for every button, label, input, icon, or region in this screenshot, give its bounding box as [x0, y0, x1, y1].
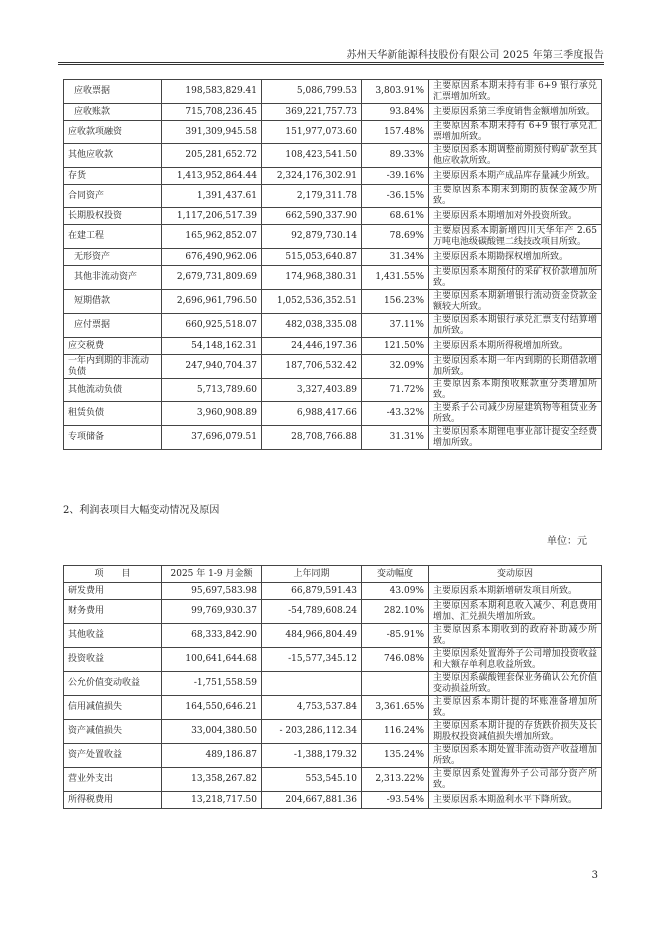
row-current-amount: 13,358,267.82 [162, 768, 262, 792]
table-row [64, 338, 602, 355]
table-row [64, 600, 602, 624]
row-item-name: 在建工程 [64, 225, 162, 249]
row-previous-amount: 369,221,757.73 [262, 104, 362, 121]
row-current-amount: 37,696,079.51 [162, 426, 262, 450]
row-previous-amount: 174,968,380.31 [262, 266, 362, 290]
row-change-rate: 1,431.55% [362, 266, 429, 290]
row-current-amount: 100,641,644.68 [162, 648, 262, 672]
row-change-reason: 主要原因系本期新增四川天华年产 2.65 万吨电池级碳酸锂二线技改项目所致。 [429, 225, 602, 249]
row-change-reason: 主要原因系本期预收账款重分类增加所致。 [429, 379, 602, 402]
row-change-reason: 主要原因系本期末持有非 6+9 银行承兑汇票增加所致。 [429, 80, 602, 104]
row-previous-amount: 28,708,766.88 [262, 426, 362, 450]
row-change-rate [362, 672, 429, 696]
report-header-title: 苏州天华新能源科技股份有限公司 2025 年第三季度报告 [346, 50, 604, 61]
row-current-amount: 676,490,962.06 [162, 249, 262, 266]
row-item-name: 应收账款 [64, 104, 162, 121]
row-item-name: 专项储备 [64, 426, 162, 450]
row-previous-amount: 1,052,536,352.51 [262, 290, 362, 314]
table-row [64, 768, 602, 792]
row-previous-amount: 484,966,804.49 [262, 624, 362, 648]
row-change-rate: 71.72% [362, 379, 429, 402]
row-change-reason: 主要原因系本期锂电事业部计提安全经费增加所致。 [429, 426, 602, 450]
income-statement-change-table [63, 565, 602, 809]
row-previous-amount: 66,879,591.43 [262, 583, 362, 600]
table-row [64, 249, 602, 266]
row-change-rate: 3,361.65% [362, 696, 429, 720]
row-change-rate: 3,803.91% [362, 80, 429, 104]
row-change-rate: 157.48% [362, 121, 429, 144]
unit-label: 单位：元 [547, 536, 587, 547]
row-change-reason: 主要原因系本期盈利水平下降所致。 [429, 792, 602, 809]
balance-sheet-change-table [63, 79, 602, 450]
table-row [64, 624, 602, 648]
row-change-reason: 主要原因系本期末持有 6+9 银行承兑汇票增加所致。 [429, 121, 602, 144]
table-row [64, 672, 602, 696]
row-previous-amount: -15,577,345.12 [262, 648, 362, 672]
row-item-name: 研发费用 [64, 583, 162, 600]
row-change-rate: 31.34% [362, 249, 429, 266]
row-previous-amount: 187,706,532.42 [262, 355, 362, 379]
row-item-name: 资产减值损失 [64, 720, 162, 744]
header-item: 项 目 [64, 566, 162, 583]
row-previous-amount: 204,667,881.36 [262, 792, 362, 809]
row-change-rate: -93.54% [362, 792, 429, 809]
row-change-reason: 主要原因系本期处置非流动资产收益增加所致。 [429, 744, 602, 768]
row-change-reason: 主要系子公司减少房屋建筑物等租赁业务所致。 [429, 402, 602, 426]
row-current-amount: 1,391,437.61 [162, 185, 262, 208]
row-change-rate: 156.23% [362, 290, 429, 314]
row-current-amount: 1,117,206,517.39 [162, 208, 262, 225]
row-change-reason: 主要原因系第三季度销售金额增加所致。 [429, 104, 602, 121]
row-change-rate: 282.10% [362, 600, 429, 624]
row-change-rate: 89.33% [362, 144, 429, 168]
row-current-amount: 3,960,908.89 [162, 402, 262, 426]
row-item-name: 资产处置收益 [64, 744, 162, 768]
row-change-reason: 主要原因系本期新增银行流动资金贷款金额较大所致。 [429, 290, 602, 314]
row-current-amount: 198,583,829.41 [162, 80, 262, 104]
row-change-reason: 主要原因系本期调整前期预付购矿款至其他应收款所致。 [429, 144, 602, 168]
row-change-rate: 37.11% [362, 314, 429, 338]
header-divider [58, 62, 604, 65]
table-row [64, 696, 602, 720]
table-row [64, 314, 602, 338]
row-current-amount: 95,697,583.98 [162, 583, 262, 600]
row-item-name: 租赁负债 [64, 402, 162, 426]
row-change-rate: 43.09% [362, 583, 429, 600]
row-previous-amount: 108,423,541.50 [262, 144, 362, 168]
table-header-row [64, 566, 602, 583]
row-change-reason: 主要原因系本期银行承兑汇票支付结算增加所致。 [429, 314, 602, 338]
row-change-rate: 121.50% [362, 338, 429, 355]
table-row [64, 379, 602, 402]
row-item-name: 信用减值损失 [64, 696, 162, 720]
row-previous-amount: 4,753,537.84 [262, 696, 362, 720]
row-change-rate: -39.16% [362, 168, 429, 185]
row-current-amount: 489,186.87 [162, 744, 262, 768]
row-previous-amount: 5,086,799.53 [262, 80, 362, 104]
table-row [64, 168, 602, 185]
row-change-rate: 746.08% [362, 648, 429, 672]
row-previous-amount: 6,988,417.66 [262, 402, 362, 426]
row-current-amount: 68,333,842.90 [162, 624, 262, 648]
row-change-reason: 主要原因系处置海外子公司增加投资收益和大额存单利息收益所致。 [429, 648, 602, 672]
row-item-name: 一年内到期的非流动负债 [64, 355, 162, 379]
row-previous-amount: 482,038,335.08 [262, 314, 362, 338]
row-current-amount: 33,004,380.50 [162, 720, 262, 744]
row-previous-amount: 92,879,730.14 [262, 225, 362, 249]
header-change-rate: 变动幅度 [362, 566, 429, 583]
row-item-name: 其他应收款 [64, 144, 162, 168]
row-item-name: 应收款项融资 [64, 121, 162, 144]
row-current-amount: 164,550,646.21 [162, 696, 262, 720]
table-row [64, 744, 602, 768]
table-row [64, 121, 602, 144]
row-change-rate: 116.24% [362, 720, 429, 744]
row-change-rate: 31.31% [362, 426, 429, 450]
row-change-reason: 主要原因系本期预付的采矿权价款增加所致。 [429, 266, 602, 290]
table-row [64, 266, 602, 290]
row-item-name: 短期借款 [64, 290, 162, 314]
table-row [64, 355, 602, 379]
row-item-name: 应收票据 [64, 80, 162, 104]
row-change-rate: 32.09% [362, 355, 429, 379]
row-item-name: 财务费用 [64, 600, 162, 624]
row-change-reason: 主要原因系碳酸锂套保业务确认公允价值变动损益所致。 [429, 672, 602, 696]
table-row [64, 583, 602, 600]
table-row [64, 402, 602, 426]
table-row [64, 720, 602, 744]
row-previous-amount: 3,327,403.89 [262, 379, 362, 402]
row-item-name: 其他流动负债 [64, 379, 162, 402]
row-current-amount: 205,281,652.72 [162, 144, 262, 168]
row-current-amount: 99,769,930.37 [162, 600, 262, 624]
row-change-rate: 93.84% [362, 104, 429, 121]
row-change-rate: 2,313.22% [362, 768, 429, 792]
row-item-name: 所得税费用 [64, 792, 162, 809]
row-previous-amount: 553,545.10 [262, 768, 362, 792]
row-item-name: 投资收益 [64, 648, 162, 672]
row-current-amount: 2,679,731,809.69 [162, 266, 262, 290]
row-change-reason: 主要原因系本期增加对外投资所致。 [429, 208, 602, 225]
row-change-reason: 主要原因系处置海外子公司部分资产所致。 [429, 768, 602, 792]
row-current-amount: 13,218,717.50 [162, 792, 262, 809]
row-change-rate: -43.32% [362, 402, 429, 426]
row-item-name: 合同资产 [64, 185, 162, 208]
row-change-reason: 主要原因系本期产成品库存量减少所致。 [429, 168, 602, 185]
row-change-reason: 主要原因系本期计提的存货跌价损失及长期股权投资减值损失增加所致。 [429, 720, 602, 744]
table-row [64, 225, 602, 249]
row-previous-amount: - 203,286,112.34 [262, 720, 362, 744]
table-row [64, 648, 602, 672]
row-item-name: 应交税费 [64, 338, 162, 355]
row-change-reason: 主要原因系本期一年内到期的长期借款增加所致。 [429, 355, 602, 379]
row-change-rate: 135.24% [362, 744, 429, 768]
row-item-name: 存货 [64, 168, 162, 185]
row-previous-amount: 2,179,311.78 [262, 185, 362, 208]
row-current-amount: 2,696,961,796.50 [162, 290, 262, 314]
table-row [64, 792, 602, 809]
row-change-reason: 主要原因系本期计提的坏账准备增加所致。 [429, 696, 602, 720]
row-previous-amount: 24,446,197.36 [262, 338, 362, 355]
header-current-amount: 2025 年 1-9 月金额 [162, 566, 262, 583]
row-current-amount: -1,751,558.59 [162, 672, 262, 696]
row-item-name: 其他非流动资产 [64, 266, 162, 290]
row-current-amount: 5,713,789.60 [162, 379, 262, 402]
row-change-reason: 主要原因系本期收到的政府补助减少所致。 [429, 624, 602, 648]
row-item-name: 其他收益 [64, 624, 162, 648]
row-current-amount: 391,309,945.58 [162, 121, 262, 144]
table-row [64, 290, 602, 314]
row-item-name: 应付票据 [64, 314, 162, 338]
header-change-reason: 变动原因 [429, 566, 602, 583]
row-change-reason: 主要原因系本期勘探权增加所致。 [429, 249, 602, 266]
row-previous-amount: 151,977,073.60 [262, 121, 362, 144]
row-change-rate: -36.15% [362, 185, 429, 208]
row-current-amount: 1,413,952,864.44 [162, 168, 262, 185]
table-row [64, 104, 602, 121]
row-previous-amount: -1,388,179.32 [262, 744, 362, 768]
row-change-rate: 78.69% [362, 225, 429, 249]
row-change-reason: 主要原因系本期所得税增加所致。 [429, 338, 602, 355]
section-title: 2、利润表项目大幅变动情况及原因 [63, 505, 220, 516]
row-current-amount: 165,962,852.07 [162, 225, 262, 249]
row-current-amount: 660,925,518.07 [162, 314, 262, 338]
row-change-rate: -85.91% [362, 624, 429, 648]
table-row [64, 426, 602, 450]
row-current-amount: 715,708,236.45 [162, 104, 262, 121]
page-number: 3 [591, 870, 598, 881]
row-previous-amount: -54,789,608.24 [262, 600, 362, 624]
row-item-name: 公允价值变动收益 [64, 672, 162, 696]
row-change-reason: 主要原因系本期末到期的质保金减少所致。 [429, 185, 602, 208]
row-current-amount: 247,940,704.37 [162, 355, 262, 379]
row-current-amount: 54,148,162.31 [162, 338, 262, 355]
row-change-rate: 68.61% [362, 208, 429, 225]
table-row [64, 185, 602, 208]
row-previous-amount [262, 672, 362, 696]
table-row [64, 144, 602, 168]
row-change-reason: 主要原因系本期利息收入减少、利息费用增加、汇兑损失增加所致。 [429, 600, 602, 624]
table-row [64, 80, 602, 104]
row-item-name: 无形资产 [64, 249, 162, 266]
table-row [64, 208, 602, 225]
header-previous-amount: 上年同期 [262, 566, 362, 583]
row-previous-amount: 662,590,337.90 [262, 208, 362, 225]
row-change-reason: 主要原因系本期新增研发项目所致。 [429, 583, 602, 600]
row-previous-amount: 515,053,640.87 [262, 249, 362, 266]
row-item-name: 营业外支出 [64, 768, 162, 792]
row-previous-amount: 2,324,176,302.91 [262, 168, 362, 185]
row-item-name: 长期股权投资 [64, 208, 162, 225]
